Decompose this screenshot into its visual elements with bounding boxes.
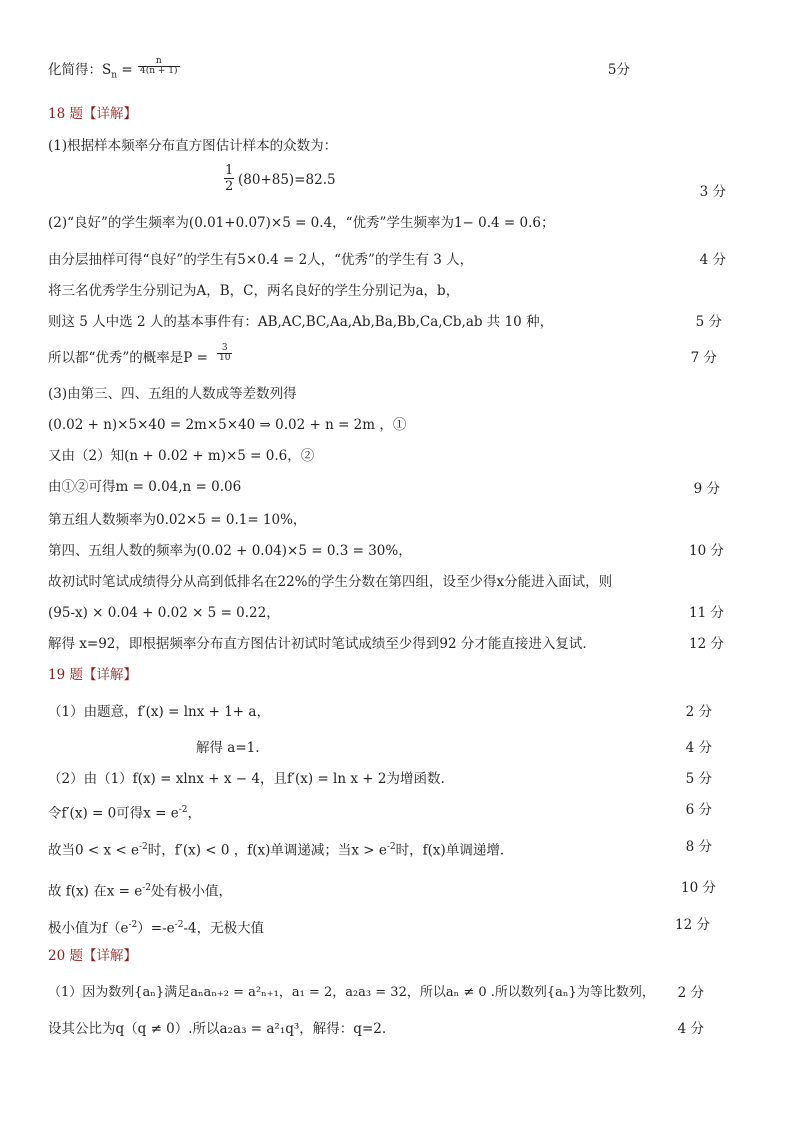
q19-line: 极小值为$f(e^{-2})=-e^{-2}-4$，无极大值 bbox=[48, 920, 265, 937]
q20-line: （1）因为数列{aₙ}满足aₙaₙ₊₂ = a²ₙ₊₁，a₁ = 2，a₂a₃ = 32，所以aₙ ≠ 0 .所以数列{aₙ}为等比数列， bbox=[48, 985, 655, 1000]
section-heading-18: 18 题【详解】 bbox=[48, 106, 137, 122]
q18-line: (0.02 + n)×5×40 = 2m×5×40 ⇒ 0.02 + n = 2m ，① bbox=[48, 417, 407, 433]
score: 10 分 bbox=[681, 880, 716, 896]
q18-line: 由①②可得m = 0.04,n = 0.06 bbox=[48, 479, 242, 495]
q18-line: 则这 5 人中选 2 人的基本事件有：AB,AC,BC,Aa,Ab,Ba,Bb,Ca,Cb,ab 共 10 种， bbox=[48, 314, 554, 330]
section-heading-19: 19 题【详解】 bbox=[48, 667, 137, 683]
q18-line: 解得 x=92，即根据频率分布直方图估计初试时笔试成绩至少得到92 分才能直接进入复试． bbox=[48, 636, 596, 652]
q18-line: 由分层抽样可得“良好”的学生有5×0.4 = 2人，“优秀”的学生有 3 人， bbox=[48, 252, 474, 268]
q18-line: (1)根据样本频率分布直方图估计样本的众数为： bbox=[48, 138, 338, 154]
section-heading-20: 20 题【详解】 bbox=[48, 948, 137, 964]
simplify-line: 化简得：$S_n$ = bbox=[48, 62, 133, 81]
score: 5分 bbox=[607, 62, 630, 78]
q19-line: （1）由题意，f′(x) = lnx + 1+ a， bbox=[48, 704, 270, 720]
q19-line: 解得 a=1. bbox=[196, 740, 260, 756]
score: 11 分 bbox=[689, 605, 724, 621]
q18-line: (3)由第三、四、五组的人数成等差数列得 bbox=[48, 386, 297, 402]
half-fraction: $\frac{1}{2}$ bbox=[225, 163, 234, 194]
q19-line: 令f′(x) = 0可得$x = e^{-2}$， bbox=[48, 805, 201, 822]
score: 2 分 bbox=[685, 704, 712, 720]
score: 10 分 bbox=[689, 543, 724, 559]
score: 12 分 bbox=[689, 636, 724, 652]
q18-line: (95-x) × 0.04 + 0.02 × 5 = 0.22， bbox=[48, 605, 280, 621]
score: 12 分 bbox=[675, 917, 710, 933]
score: 6 分 bbox=[685, 802, 712, 818]
score: 5 分 bbox=[685, 771, 712, 787]
mode-equation: (80+85)=82.5 bbox=[238, 172, 336, 188]
q18-line: 又由（2）知(n + 0.02 + m)×5 = 0.6，② bbox=[48, 448, 315, 464]
score: 5 分 bbox=[695, 314, 722, 330]
q18-line: 将三名优秀学生分别记为A，B，C，两名良好的学生分别记为a，b， bbox=[48, 283, 460, 299]
score: 3 分 bbox=[699, 184, 726, 200]
score: 4 分 bbox=[685, 740, 712, 756]
q18-line: 故初试时笔试成绩得分从高到低排名在22%的学生分数在第四组，设至少得x分能进入面试，则 bbox=[48, 574, 613, 590]
q19-line: 故当$0 < x < e^{-2}$时，f′(x) < 0 ，f(x)单调递减；当$x > e^{-2}$时，f(x)单调递增. bbox=[48, 842, 505, 859]
score: 9 分 bbox=[693, 481, 720, 497]
score: 4 分 bbox=[699, 252, 726, 268]
q18-line: (2)“良好”的学生频率为(0.01+0.07)×5 = 0.4，“优秀”学生频率为1− 0.4 = 0.6； bbox=[48, 215, 555, 231]
probability-fraction: $\frac{3}{10}$ bbox=[219, 343, 231, 363]
score: 7 分 bbox=[690, 350, 717, 366]
q19-line: （2）由（1）f(x) = xlnx + x − 4，且f′(x) = ln x + 2为增函数. bbox=[48, 771, 445, 787]
q20-line: 设其公比为q（q ≠ 0）.所以a₂a₃ = a²₁q³，解得：q=2. bbox=[48, 1021, 387, 1037]
q18-line: 第五组人数频率为0.02×5 = 0.1= 10%， bbox=[48, 512, 307, 528]
q19-line: 故 f(x) 在$x = e^{-2}$处有极小值， bbox=[48, 883, 233, 900]
score: 4 分 bbox=[677, 1021, 704, 1037]
score: 2 分 bbox=[677, 985, 704, 1001]
score: 8 分 bbox=[685, 839, 712, 855]
q18-line: 所以都“优秀”的概率是P = bbox=[48, 350, 208, 366]
sn-fraction: $\frac{n}{4(n + 1)}$ bbox=[140, 56, 178, 76]
q18-line: 第四、五组人数的频率为(0.02 + 0.04)×5 = 0.3 = 30%， bbox=[48, 543, 412, 559]
